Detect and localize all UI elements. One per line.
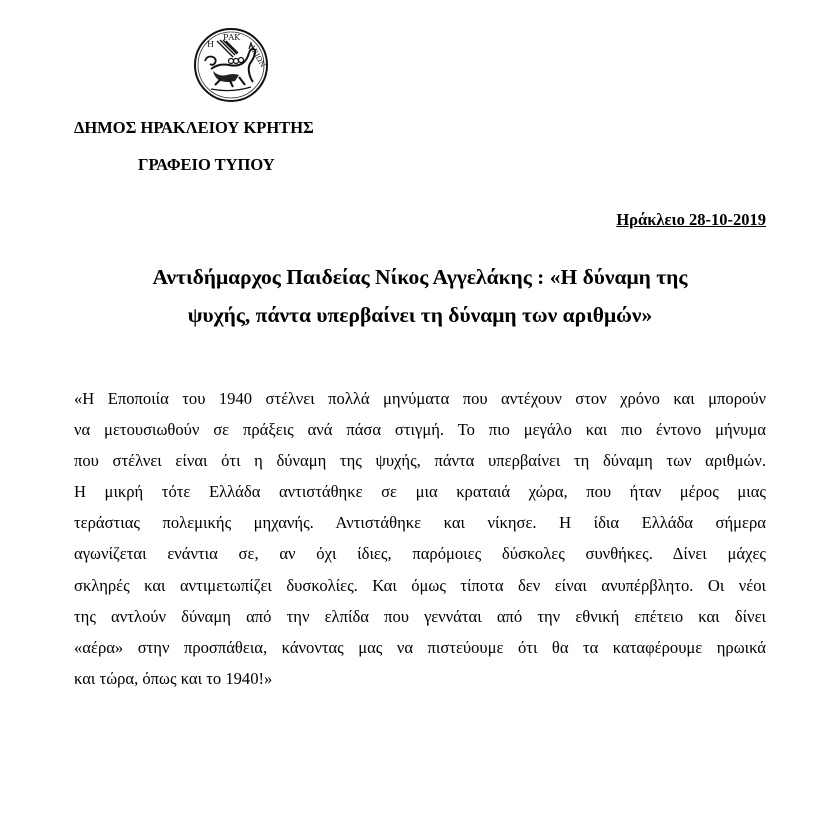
body-line: Η μικρή τότε Ελλάδα αντιστάθηκε σε μια κραταιά χώρα, που ήταν μέρος μιας <box>74 482 766 502</box>
headline-line: ψυχής, πάντα υπερβαίνει τη δύναμη των αριθμών» <box>187 303 653 327</box>
body-line: να μετουσιωθούν σε πράξεις ανά πάσα στιγμή. Το πιο μεγάλο και πιο έντονο μήνυμα <box>74 420 766 440</box>
body-line: που στέλνει είναι ότι η δύναμη της ψυχής, πάντα υπερβαίνει τη δύναμη των αριθμών. <box>74 451 766 471</box>
press-release-body <box>74 383 766 694</box>
body-line: «αέρα» στην προσπάθεια, κάνοντας μας να πιστεύουμε ότι θα τα καταφέρουμε ηρωικά <box>74 637 766 657</box>
svg-text:Η: Η <box>207 40 214 49</box>
headline-line: Αντιδήμαρχος Παιδείας Νίκος Αγγελάκης : «Η δύναμη της <box>152 265 688 289</box>
press-office-label: ΓΡΑΦΕΙΟ ΤΥΠΟΥ <box>138 155 275 174</box>
body-line: σκληρές και αντιμετωπίζει δυσκολίες. Και όμως τίποτα δεν είναι ανυπέρβλητο. Οι νέοι <box>74 575 766 595</box>
body-line: τεράστιας πολεμικής μηχανής. Αντιστάθηκε και νίκησε. Η ίδια Ελλάδα σήμερα <box>74 513 766 533</box>
body-line: και τώρα, όπως και το 1940!» <box>74 668 273 688</box>
svg-text:ΡΑΚ: ΡΑΚ <box>223 33 241 42</box>
dateline: Ηράκλειο 28-10-2019 <box>616 210 766 229</box>
body-line: «Η Εποποιία του 1940 στέλνει πολλά μηνύματα που αντέχουν στον χρόνο και μπορούν <box>74 389 766 408</box>
body-line: της αντλούν δύναμη από την ελπίδα που γεννάται από την εθνική επέτειο και δίνει <box>74 606 766 626</box>
body-line: αγωνίζεται ενάντια σε, αν όχι ίδιες, παρόμοιες δύσκολες συνθήκες. Δίνει μάχες <box>74 544 766 564</box>
svg-text:ΛΕΙΩΝ: ΛΕΙΩΝ <box>247 43 267 69</box>
organization-name: ΔΗΜΟΣ ΗΡΑΚΛΕΙΟΥ ΚΡΗΤΗΣ <box>74 118 314 137</box>
page-title <box>60 258 780 334</box>
heraklion-coin-seal-icon <box>193 27 269 103</box>
